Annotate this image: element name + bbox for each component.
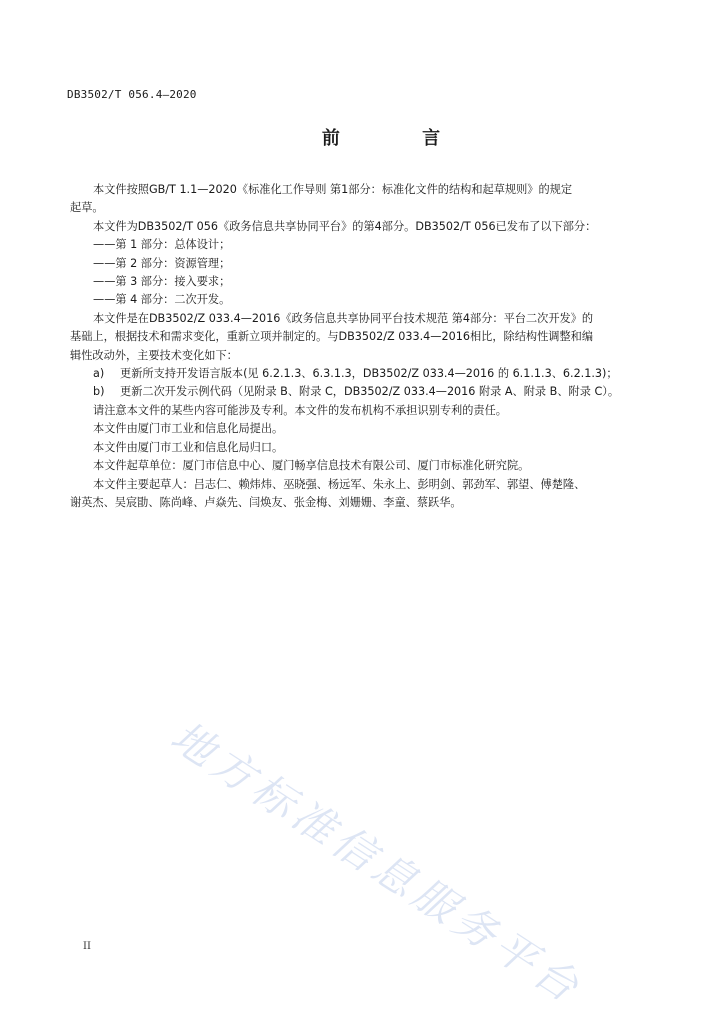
list-item-text: 更新所支持开发语言版本(见 6.2.1.3、6.3.1.3，DB3502/Z 033.4—2016 的 6.1.1.3、6.2.1.3)； <box>120 367 618 381</box>
page-title: 前 言 <box>321 128 479 149</box>
paragraph-revision-line3: 辑性改动外，主要技术变化如下： <box>70 348 238 362</box>
list-item-part-2: ——第 2 部分：资源管理； <box>93 256 231 270</box>
list-item-label: b) <box>93 385 105 399</box>
paragraph-series-parts: 本文件为DB3502/T 056《政务信息共享协同平台》的第4部分。DB3502/T 056已发布了以下部分： <box>93 219 597 233</box>
watermark: 地方标准信息服务平台 <box>162 711 592 1015</box>
list-item-part-4: ——第 4 部分：二次开发。 <box>93 293 231 307</box>
paragraph-drafting-rules-line2: 起草。 <box>70 201 104 215</box>
list-item-part-3: ——第 3 部分：接入要求； <box>93 275 231 289</box>
page-number: II <box>83 941 91 952</box>
paragraph-drafters-line2: 谢英杰、吴宸勖、陈尚峰、卢焱先、闫焕友、张金梅、刘姗姗、李童、蔡跃华。 <box>70 495 462 509</box>
list-item-change-a <box>70 365 650 383</box>
list-item-label: a) <box>93 367 105 381</box>
foreword-body <box>70 181 650 512</box>
document-code: DB3502/T 056.4—2020 <box>67 88 197 101</box>
list-item-text: 更新二次开发示例代码（见附录 B、附录 C，DB3502/Z 033.4—2016 附录 A、附录 B、附录 C）。 <box>120 385 620 399</box>
list-item-part-1: ——第 1 部分：总体设计； <box>93 238 231 252</box>
paragraph-drafting-units: 本文件起草单位：厦门市信息中心、厦门畅享信息技术有限公司、厦门市标准化研究院。 <box>93 459 530 473</box>
list-item-change-b <box>70 383 650 401</box>
paragraph-drafters-line1: 本文件主要起草人：吕志仁、赖炜炜、巫晓强、杨远军、朱永上、彭明剑、郭劲军、郭望、傅楚隆、 <box>93 477 586 491</box>
paragraph-revision-line1: 本文件是在DB3502/Z 033.4—2016《政务信息共享协同平台技术规范 第4部分：平台二次开发》的 <box>93 311 594 325</box>
paragraph-proposer: 本文件由厦门市工业和信息化局提出。 <box>93 422 284 436</box>
paragraph-patent-notice: 请注意本文件的某些内容可能涉及专利。本文件的发布机构不承担识别专利的责任。 <box>93 403 507 417</box>
paragraph-revision-line2: 基础上，根据技术和需求变化，重新立项并制定的。与DB3502/Z 033.4—2016相比，除结构性调整和编 <box>70 330 594 344</box>
paragraph-administrator: 本文件由厦门市工业和信息化局归口。 <box>93 440 284 454</box>
paragraph-drafting-rules-line1: 本文件按照GB/T 1.1—2020《标准化工作导则 第1部分：标准化文件的结构和起草规则》的规定 <box>93 183 573 196</box>
